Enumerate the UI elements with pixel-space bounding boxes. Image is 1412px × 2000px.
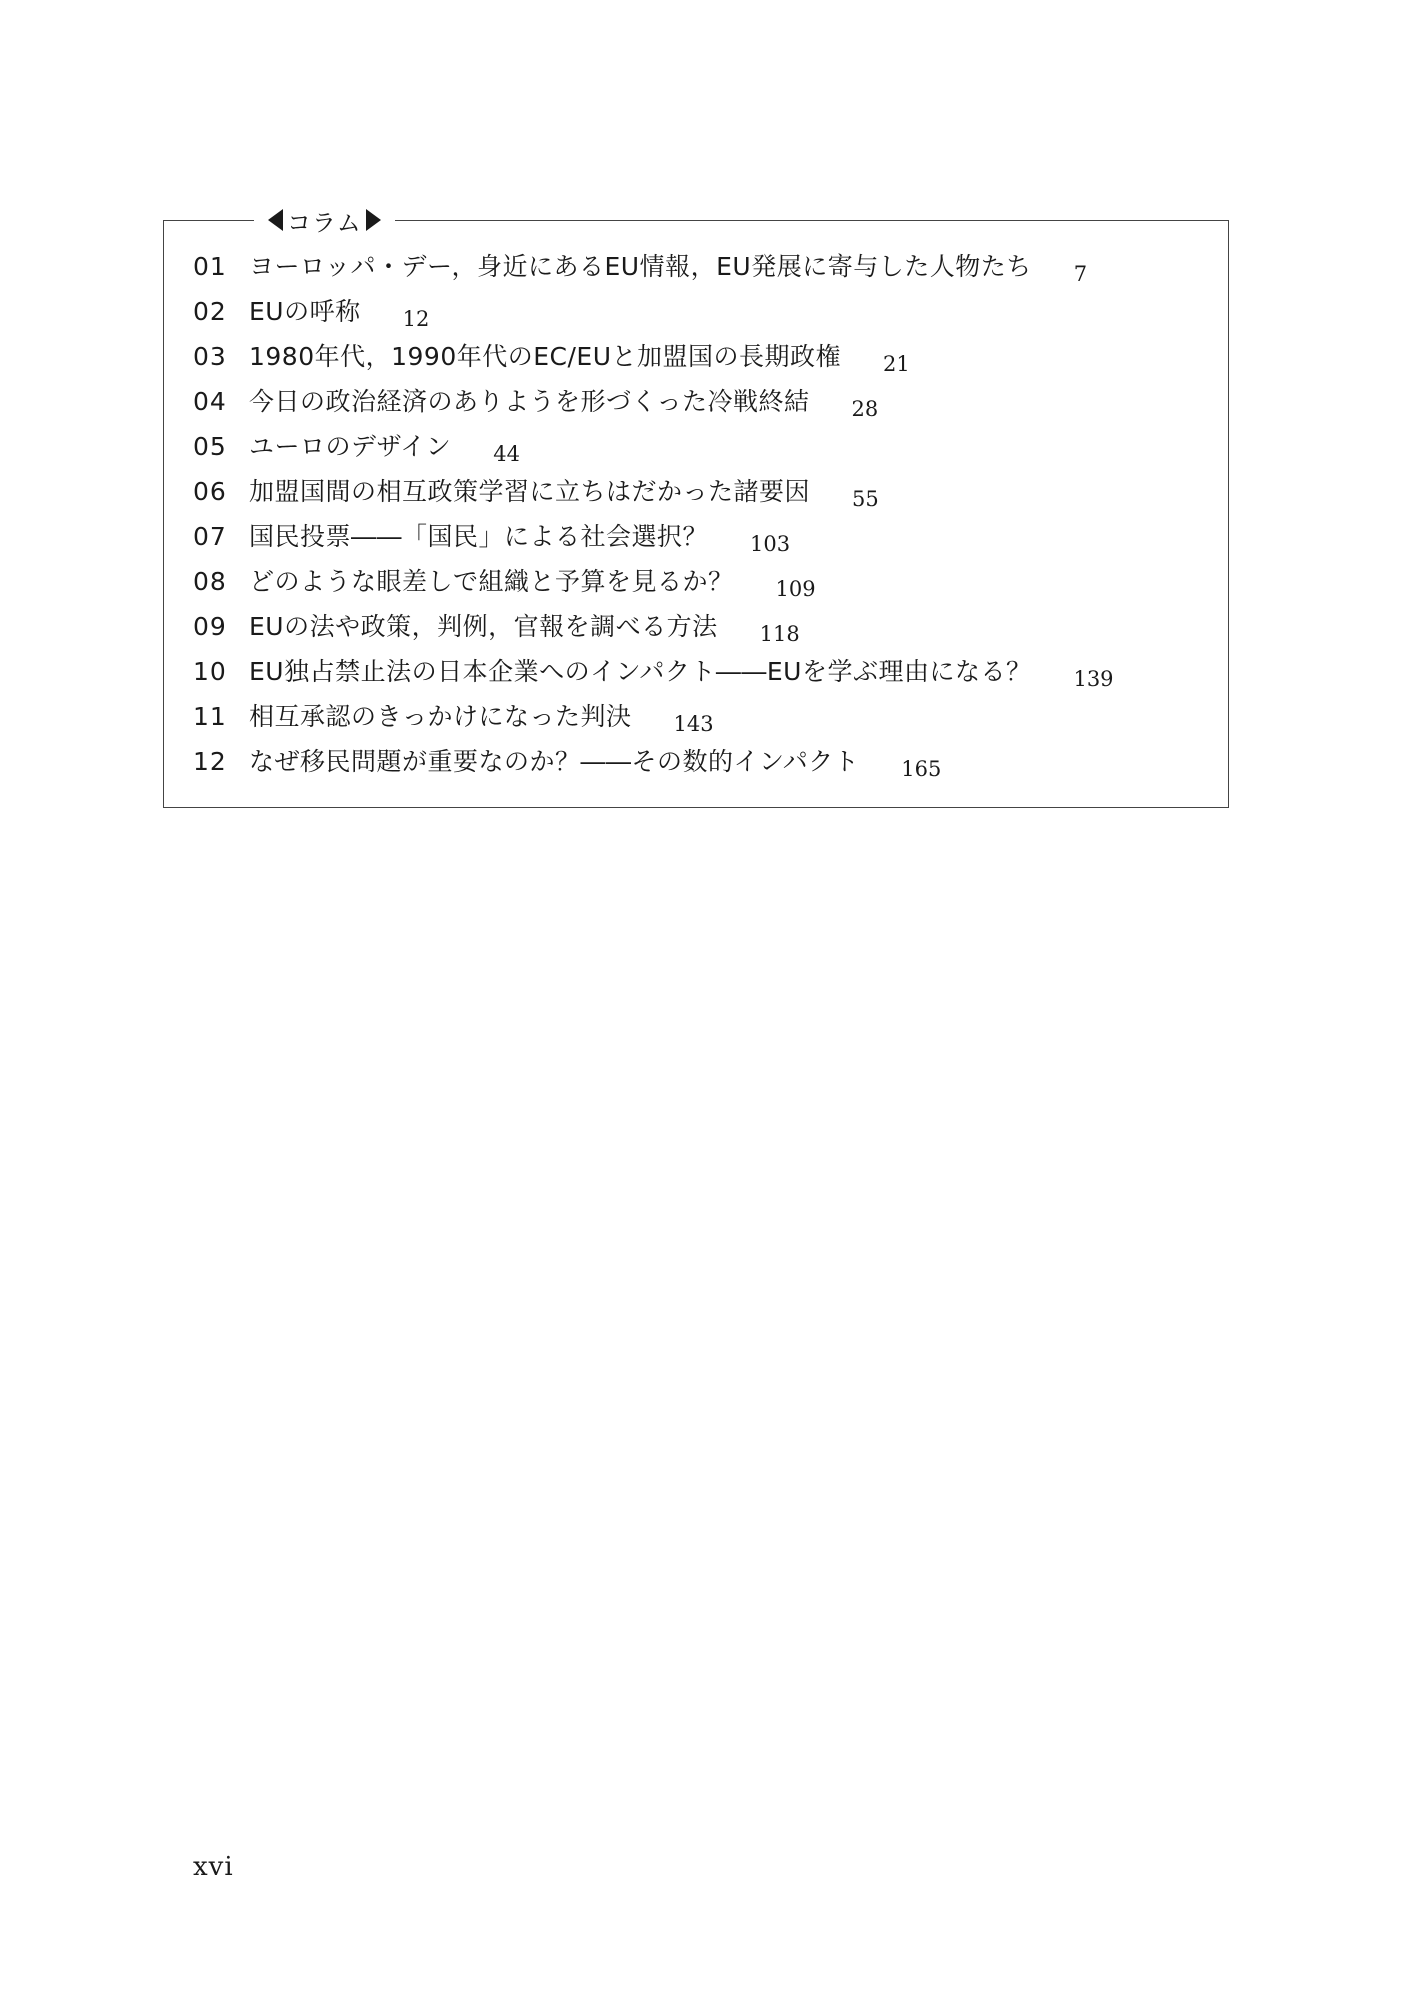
entry-number: 04 [193, 387, 227, 416]
entry-page: 55 [852, 487, 879, 511]
column-entry [193, 517, 791, 556]
column-heading-label: コラム [287, 208, 362, 237]
entry-title: EUの呼称 [249, 297, 361, 326]
column-entry [193, 697, 714, 736]
page-folio: xvi [193, 1852, 234, 1882]
entry-page: 7 [1073, 262, 1088, 286]
entry-page: 28 [851, 397, 879, 421]
entry-number: 06 [193, 477, 227, 506]
column-entry [193, 292, 430, 331]
column-entry [193, 562, 816, 601]
entry-number: 07 [193, 522, 227, 551]
triangle-left-icon [268, 209, 283, 231]
entry-number: 10 [193, 657, 227, 686]
entry-number: 03 [193, 342, 227, 371]
column-entry [193, 382, 879, 421]
column-entry [193, 247, 1088, 286]
entry-page: 12 [402, 307, 430, 331]
column-entry [193, 607, 800, 646]
entry-title: ヨーロッパ・デー，身近にあるEU情報，EU発展に寄与した人物たち [249, 252, 1032, 281]
triangle-right-icon [366, 209, 381, 231]
entry-number: 02 [193, 297, 227, 326]
column-entry [193, 337, 910, 376]
entry-page: 21 [883, 352, 910, 376]
entry-title: 今日の政治経済のありようを形づくった冷戦終結 [249, 387, 810, 416]
entry-page: 165 [901, 757, 942, 781]
column-entry [193, 652, 1114, 691]
entry-title: 加盟国間の相互政策学習に立ちはだかった諸要因 [249, 477, 811, 506]
entry-title: 国民投票――「国民」による社会選択？ [249, 522, 709, 551]
entry-page: 143 [673, 712, 714, 736]
entry-page: 139 [1073, 667, 1114, 691]
column-entry [193, 742, 942, 781]
entry-number: 12 [193, 747, 227, 776]
entry-title: EU独占禁止法の日本企業へのインパクト――EUを学ぶ理由になる？ [249, 657, 1032, 686]
column-entry [193, 472, 879, 511]
entry-title: どのような眼差しで組織と予算を見るか？ [249, 567, 734, 596]
entry-title: 1980年代，1990年代のEC/EUと加盟国の長期政権 [249, 342, 842, 371]
entry-number: 08 [193, 567, 227, 596]
entry-number: 11 [193, 702, 227, 731]
column-heading [254, 202, 395, 238]
entry-page: 103 [750, 532, 791, 556]
entry-page: 109 [775, 577, 816, 601]
entry-number: 01 [193, 252, 227, 281]
entry-title: なぜ移民問題が重要なのか？――その数的インパクト [249, 747, 860, 776]
column-entry [193, 427, 520, 466]
entry-number: 05 [193, 432, 227, 461]
entry-page: 44 [493, 442, 520, 466]
entry-number: 09 [193, 612, 227, 641]
entry-title: ユーロのデザイン [249, 432, 452, 461]
entry-page: 118 [759, 622, 800, 646]
entry-title: EUの法や政策，判例，官報を調べる方法 [249, 612, 718, 641]
entry-title: 相互承認のきっかけになった判決 [249, 702, 632, 731]
